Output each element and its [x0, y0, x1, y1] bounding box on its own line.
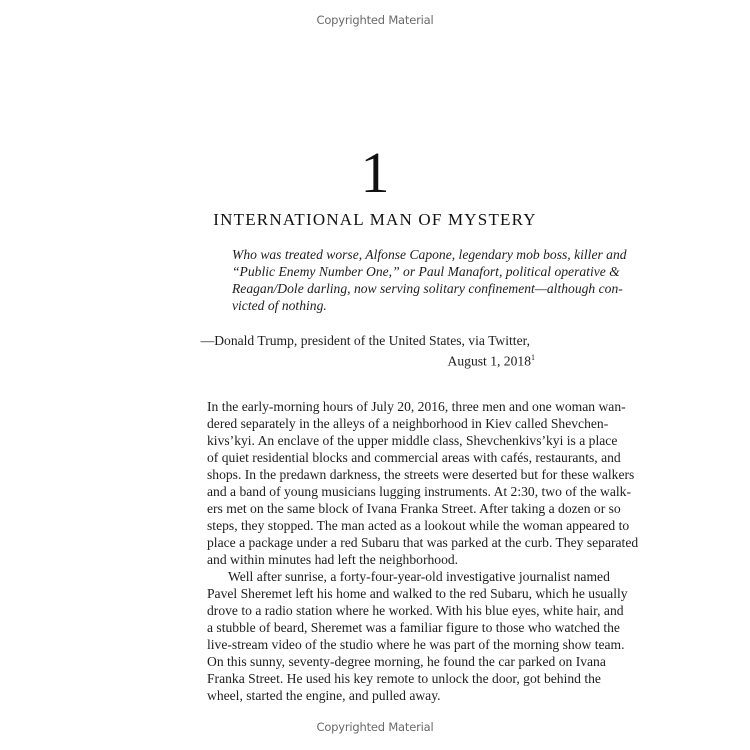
epigraph-line: Reagan/Dole darling, now serving solitary confinement—although con-: [232, 281, 623, 296]
body-line: live-stream video of the studio where he was part of the morning show team.: [207, 637, 625, 652]
body-line: and a band of young musicians lugging instruments. At 2:30, two of the walk-: [207, 484, 631, 499]
body-line: Franka Street. He used his key remote to unlock the door, got behind the: [207, 671, 601, 686]
body-line: of quiet residential blocks and commercial areas with cafés, restaurants, and: [207, 450, 621, 465]
body-line: steps, they stopped. The man acted as a lookout while the woman appeared to: [207, 518, 630, 533]
body-line: shops. In the predawn darkness, the streets were deserted but for these walkers: [207, 467, 635, 482]
body-line: kivs’kyi. An enclave of the upper middle class, Shevchenkivs’kyi is a place: [207, 433, 618, 448]
epigraph-line: victed of nothing.: [232, 298, 327, 313]
chapter-number: 1: [360, 140, 390, 205]
epigraph-date: [448, 349, 535, 370]
body-line: Well after sunrise, a forty-four-year-old investigative journalist named: [228, 569, 610, 584]
body-line: ers met on the same block of Ivana Franka Street. After taking a dozen or so: [207, 501, 621, 516]
body-line: drove to a radio station where he worked. With his blue eyes, white hair, and: [207, 603, 624, 618]
footnote-mark: 1: [531, 353, 535, 362]
date-text: August 1, 2018: [447, 353, 531, 369]
body-line: dered separately in the alleys of a neighborhood in Kiev called Shevchen-: [207, 416, 609, 431]
body-line: wheel, started the engine, and pulled away.: [207, 688, 441, 703]
epigraph-line: “Public Enemy Number One,” or Paul Manafort, political operative &: [232, 264, 620, 279]
epigraph-line: Who was treated worse, Alfonse Capone, legendary mob boss, killer and: [232, 247, 627, 262]
body-line: In the early-morning hours of July 20, 2016, three men and one woman wan-: [207, 399, 626, 414]
copyright-watermark-bottom: Copyrighted Material: [316, 720, 434, 734]
body-line: place a package under a red Subaru that was parked at the curb. They separated: [207, 535, 639, 550]
chapter-title: INTERNATIONAL MAN OF MYSTERY: [213, 210, 537, 229]
body-line: a stubble of beard, Sheremet was a familiar figure to those who watched the: [207, 620, 620, 635]
body-line: Pavel Sheremet left his home and walked to the red Subaru, which he usually: [207, 586, 628, 601]
body-line: and within minutes had left the neighborhood.: [207, 552, 459, 567]
body-line: On this sunny, seventy-degree morning, he found the car parked on Ivana: [207, 654, 606, 669]
copyright-watermark-top: Copyrighted Material: [316, 13, 434, 27]
epigraph-attribution: —Donald Trump, president of the United States, via Twitter,: [200, 333, 530, 348]
